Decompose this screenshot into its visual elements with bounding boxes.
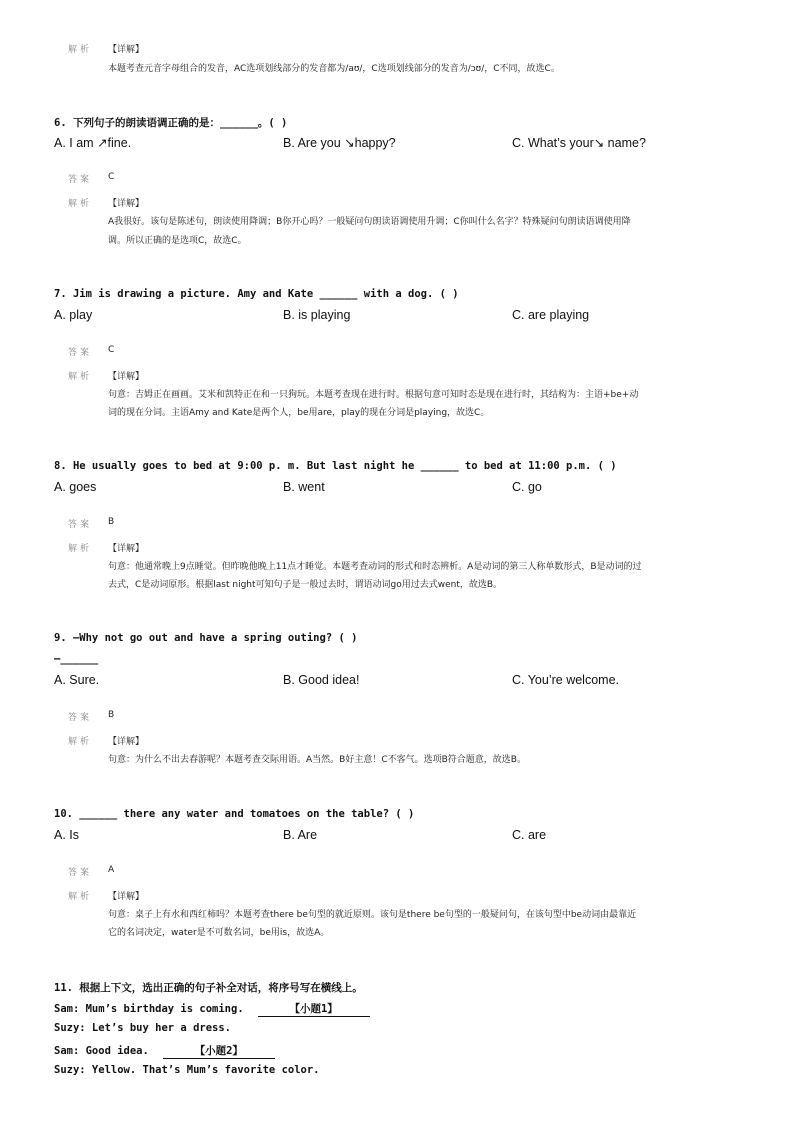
answer-value: B [108, 517, 115, 527]
dialogue-line [54, 1001, 370, 1017]
question-stem: 10. ______ there any water and tomatoes on the table? ( ) [54, 808, 415, 820]
explanation-line: 句意：他通常晚上9点睡觉。但昨晚他晚上11点才睡觉。本题考查动词的形式和时态辨析。A是动词的第三人称单数形式，B是动词的过 [108, 562, 642, 572]
explanation-text: 本题考查元音字母组合的发音，AC选项划线部分的发音都为/aʊ/，C选项划线部分的发音为/ɔʊ/，C不同，故选C。 [108, 64, 560, 74]
detail-tag: 【详解】 [108, 45, 145, 55]
analysis-label: 解析 [68, 892, 93, 902]
answer-label: 答案 [68, 520, 93, 530]
answer-value: A [108, 865, 115, 875]
option-a[interactable]: A. play [54, 308, 93, 322]
option-c[interactable]: C. are playing [512, 308, 590, 322]
analysis-label: 解析 [68, 544, 93, 554]
dialogue-line: Suzy: Yellow. That’s Mum’s favorite color. [54, 1064, 320, 1076]
option-c[interactable]: C. What’s your↘ name? [512, 136, 646, 150]
explanation-line: 句意：桌子上有水和西红柿吗？本题考查there be句型的就近原则。该句是there be句型的一般疑问句，在该句型中be动词由最靠近 [108, 910, 637, 920]
analysis-label: 解析 [68, 45, 93, 55]
answer-label: 答案 [68, 348, 93, 358]
option-a[interactable]: A. goes [54, 480, 97, 494]
answer-value: B [108, 710, 115, 720]
analysis-label: 解析 [68, 372, 93, 382]
explanation-line: A我很好。该句是陈述句，朗读使用降调；B你开心吗？一般疑问句朗读语调使用升调；C你叫什么名字？特殊疑问句朗读语调使用降 [108, 217, 631, 227]
answer-label: 答案 [68, 175, 93, 185]
question-reply-blank: —______ [54, 653, 99, 665]
dialogue-text: Sam: Mum’s birthday is coming. [54, 1003, 244, 1015]
dialogue-text: Sam: Good idea. [54, 1045, 149, 1057]
detail-tag: 【详解】 [108, 737, 145, 747]
detail-tag: 【详解】 [108, 892, 145, 902]
answer-value: C [108, 345, 115, 355]
dialogue-line: Suzy: Let’s buy her a dress. [54, 1022, 232, 1034]
analysis-label: 解析 [68, 199, 93, 209]
option-b[interactable]: B. Are [283, 828, 318, 842]
explanation-line: 句意：吉姆正在画画。艾米和凯特正在和一只狗玩。本题考查现在进行时。根据句意可知时态是现在进行时，其结构为：主语+be+动 [108, 390, 639, 400]
option-a[interactable]: A. Sure. [54, 673, 100, 687]
question-stem: 11. 根据上下文，选出正确的句子补全对话，将序号写在横线上。 [54, 982, 363, 994]
question-stem: 8. He usually goes to bed at 9:00 p. m. But last night he ______ to bed at 11:00 p.m. ( ) [54, 460, 617, 472]
explanation-line: 调。所以正确的是选项C，故选C。 [108, 236, 247, 246]
explanation-line: 它的名词决定，water是不可数名词，be用is，故选A。 [108, 928, 330, 938]
option-b[interactable]: B. Are you ↘happy? [283, 136, 396, 150]
answer-value: C [108, 172, 115, 182]
option-a[interactable]: A. Is [54, 828, 80, 842]
detail-tag: 【详解】 [108, 199, 145, 209]
detail-tag: 【详解】 [108, 544, 145, 554]
answer-blank[interactable]: 【小题2】 [163, 1043, 275, 1059]
question-stem: 6. 下列句子的朗读语调正确的是：______。( ) [54, 117, 288, 129]
question-stem: 9. —Why not go out and have a spring outing? ( ) [54, 632, 358, 644]
answer-label: 答案 [68, 713, 93, 723]
dialogue-line [54, 1043, 275, 1059]
option-b[interactable]: B. went [283, 480, 325, 494]
explanation-line: 去式，C是动词原形。根据last night可知句子是一般过去时，谓语动词go用过去式went，故选B。 [108, 580, 503, 590]
question-stem: 7. Jim is drawing a picture. Amy and Kate ______ with a dog. ( ) [54, 288, 459, 300]
answer-label: 答案 [68, 868, 93, 878]
option-c[interactable]: C. You’re welcome. [512, 673, 620, 687]
answer-blank[interactable]: 【小题1】 [258, 1001, 370, 1017]
option-b[interactable]: B. Good idea! [283, 673, 360, 687]
option-a[interactable]: A. I am ↗fine. [54, 136, 132, 150]
option-c[interactable]: C. go [512, 480, 542, 494]
detail-tag: 【详解】 [108, 372, 145, 382]
option-b[interactable]: B. is playing [283, 308, 351, 322]
analysis-label: 解析 [68, 737, 93, 747]
option-c[interactable]: C. are [512, 828, 547, 842]
explanation-line: 句意：为什么不出去春游呢？本题考查交际用语。A当然。B好主意！C不客气。选项B符合题意，故选B。 [108, 755, 526, 765]
explanation-line: 词的现在分词。主语Amy and Kate是两个人，be用are，play的现在分词是playing，故选C。 [108, 408, 490, 418]
